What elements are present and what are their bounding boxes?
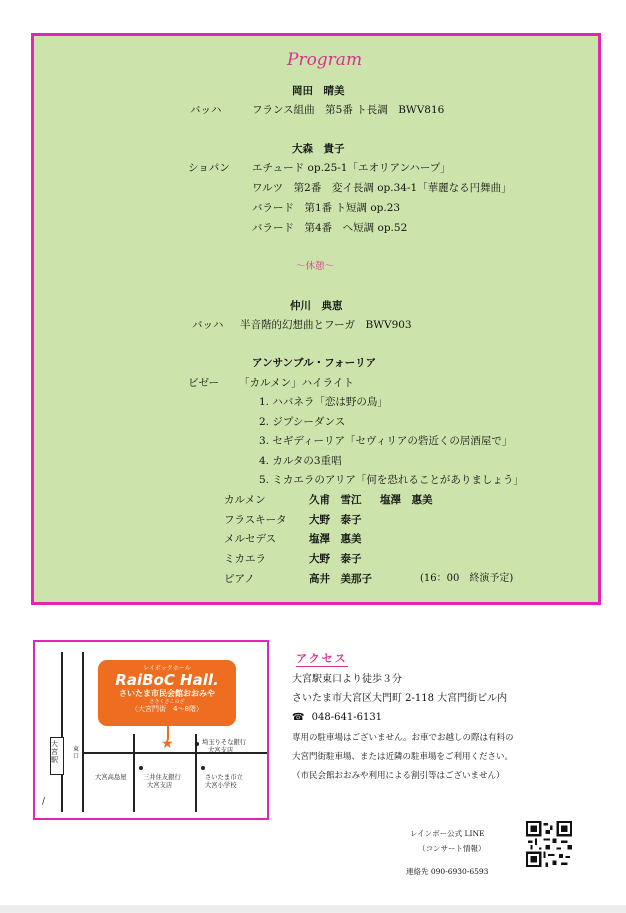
cast-name: 高井 美那子 xyxy=(309,573,372,585)
hall-name: さいたま市民会館おおみや xyxy=(119,689,215,698)
access-phone-row xyxy=(292,711,382,724)
piece-title: 「カルメン」ハイライト xyxy=(239,377,354,389)
parking-note: （市民会館おおみや利用による割引等はございません） xyxy=(292,771,505,781)
program-panel xyxy=(31,33,601,605)
access-address: さいたま市大宮区大門町 2-118 大宮門街ビル内 xyxy=(292,693,508,704)
landmark-dot xyxy=(139,766,143,770)
performer-name: 岡田 晴美 xyxy=(292,85,345,97)
bottom-strip xyxy=(0,905,626,913)
list-item: 3. セギディーリア「セヴィリアの砦近くの居酒屋で」 xyxy=(259,435,513,447)
list-item: 4. カルタの3重唱 xyxy=(259,455,342,467)
hall-logo: RaiBoC Hall. xyxy=(115,671,219,689)
hall-small-label: レイボックホール xyxy=(143,665,191,672)
landmark-label: 大宮小学校 xyxy=(205,782,237,789)
piece-title: ワルツ 第2番 変イ長調 op.34-1「華麗なる円舞曲」 xyxy=(252,182,512,194)
end-time: (16：00 終演予定) xyxy=(420,573,514,584)
star-icon: ★ xyxy=(161,736,174,752)
piece-title: フランス組曲 第5番 ト長調 BWV816 xyxy=(252,104,445,116)
piece-composer: ショパン xyxy=(188,162,230,174)
hall-kana: さきくさこのざ xyxy=(149,699,185,705)
cast-role: フラスキータ xyxy=(224,514,287,526)
landmark-label: 埼玉りそな銀行 xyxy=(202,739,247,746)
cast-role: ミカエラ xyxy=(224,553,266,565)
landmark-label: 三井住友銀行 xyxy=(143,774,181,781)
access-title: アクセス xyxy=(296,652,348,665)
road xyxy=(133,734,135,812)
cast-role: メルセデス xyxy=(224,533,277,545)
list-item: 5. ミカエラのアリア「何を恐れることがありましょう」 xyxy=(259,474,524,486)
cast-name: 塩澤 惠美 xyxy=(380,494,433,506)
cast-name: 塩澤 惠美 xyxy=(309,533,362,545)
phone-icon: ☎ xyxy=(292,712,305,723)
intermission-label: ～休憩～ xyxy=(296,261,335,272)
line-sub: （コンサート情報） xyxy=(418,844,486,853)
line-label: レインボー公式 LINE xyxy=(410,829,485,838)
qr-code-icon[interactable] xyxy=(523,821,575,867)
performer-name: 仲川 典恵 xyxy=(290,300,343,312)
exit-label: 東口 xyxy=(73,746,80,760)
piece-composer: ビゼー xyxy=(188,377,220,389)
piece-title: エチュード op.25-1「エオリアンハープ」 xyxy=(252,162,451,174)
road xyxy=(61,652,63,812)
landmark-label: 大宮支店 xyxy=(208,747,234,754)
performer-name: アンサンブル・フォーリア xyxy=(252,357,377,369)
station-label: 大宮駅 xyxy=(51,740,58,764)
piece-title: 半音階的幻想曲とフーガ BWV903 xyxy=(240,319,412,331)
cast-name: 久甫 雪江 xyxy=(309,494,362,506)
parking-note: 大宮門街駐車場、または近隣の駐車場をご利用ください。 xyxy=(292,752,514,762)
piece-title: バラード 第1番 ト短調 op.23 xyxy=(252,202,401,214)
landmark-label: 大宮高島屋 xyxy=(95,774,127,781)
north-arrow-icon: / xyxy=(42,797,46,807)
landmark-dot xyxy=(201,766,205,770)
hall-card xyxy=(98,660,236,726)
hall-location: （大宮門街 4～8階） xyxy=(131,705,203,713)
parking-note: 専用の駐車場はございません。お車でお越しの際は有料の xyxy=(292,733,514,743)
access-walk: 大宮駅東口より徒歩３分 xyxy=(292,674,402,685)
performer-name: 大森 貴子 xyxy=(292,143,345,155)
landmark-label: 大宮支店 xyxy=(147,782,173,789)
cast-name: 大野 泰子 xyxy=(309,553,362,565)
contact: 連絡先 090-6930-6593 xyxy=(406,867,489,876)
landmark-dot xyxy=(195,742,199,746)
road xyxy=(82,652,84,812)
piece-title: バラード 第4番 へ短調 op.52 xyxy=(252,222,408,234)
cast-role: カルメン xyxy=(224,494,266,506)
access-heading xyxy=(296,647,348,666)
landmark-label: さいたま市立 xyxy=(205,774,243,781)
road xyxy=(82,752,267,754)
list-item: 1. ハバネラ「恋は野の鳥」 xyxy=(259,396,388,408)
piece-composer: バッハ xyxy=(192,319,224,331)
access-phone: 048-641-6131 xyxy=(311,712,383,723)
list-item: 2. ジプシーダンス xyxy=(259,416,346,428)
access-map xyxy=(33,640,269,820)
piece-composer: バッハ xyxy=(190,104,222,116)
cast-role: ピアノ xyxy=(224,573,255,585)
program-title: Program xyxy=(287,50,363,70)
cast-name: 大野 泰子 xyxy=(309,514,362,526)
